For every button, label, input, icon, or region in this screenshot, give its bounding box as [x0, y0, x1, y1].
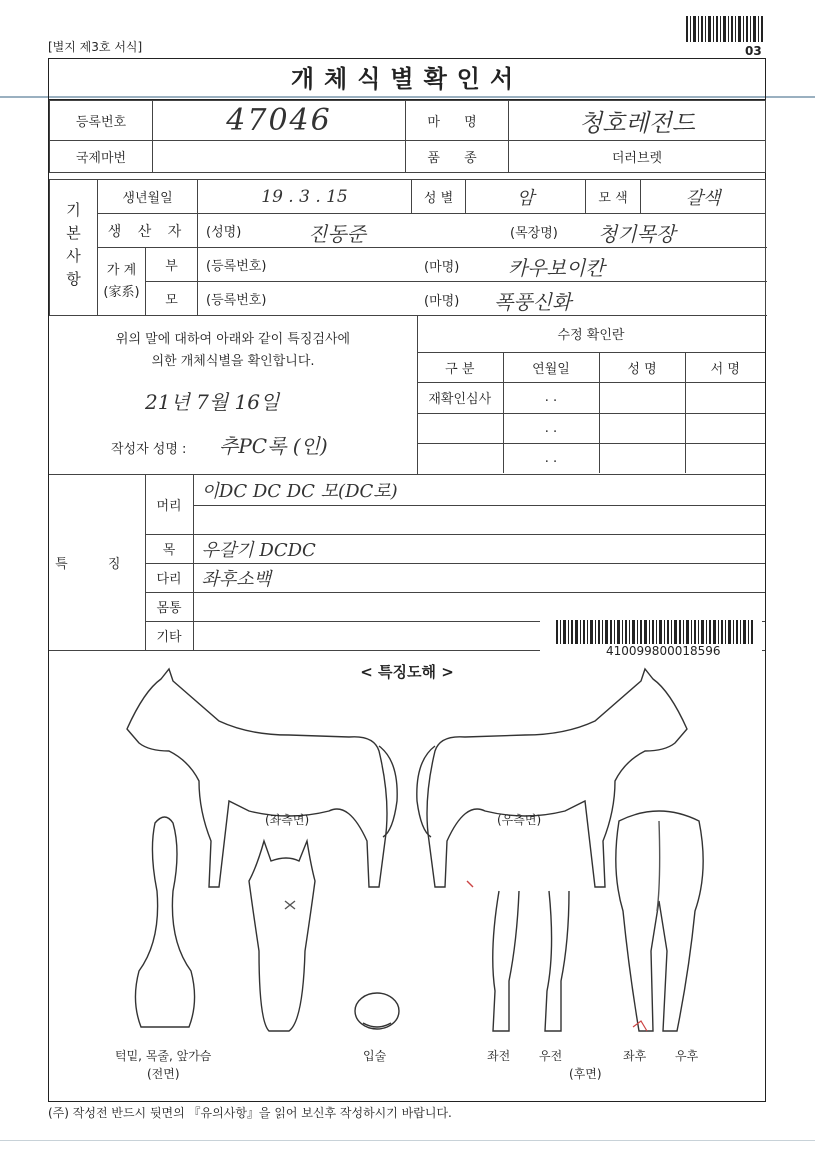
reg-no-value: 47046 [153, 101, 406, 141]
confirmation-date: 21년 7월 16일 [145, 390, 280, 414]
col-name: 성 명 [599, 352, 685, 382]
top-barcode [686, 16, 764, 42]
sire-name-value: 카우보이칸 [508, 256, 605, 280]
row-name [599, 413, 685, 443]
intl-no-label: 국제마번 [50, 141, 153, 173]
neck-value: 우갈기 DCDC [193, 534, 765, 563]
body-label: 몸통 [145, 592, 193, 621]
page-number: 03 [745, 44, 762, 58]
rear-caption: (후면) [569, 1066, 602, 1081]
row-date: . . [503, 443, 599, 473]
barcode-label [540, 614, 762, 660]
right-side-caption: (우측면) [497, 812, 542, 827]
front-legs-drawing [493, 891, 569, 1031]
horse-diagrams [49, 651, 765, 1091]
head-front-drawing [249, 841, 315, 1031]
col-type: 구 분 [417, 352, 503, 382]
statement-line-2: 의한 개체식별을 확인합니다. [151, 354, 315, 369]
features-section-label: 특 징 [49, 475, 145, 650]
horse-name-label: 마 명 [406, 101, 509, 141]
producer-name-value: 진동준 [308, 222, 366, 246]
farm-label: (목장명) [510, 226, 558, 241]
legs-label: 다리 [145, 563, 193, 592]
legs-value: 좌후소백 [193, 563, 765, 592]
pedigree-label-hanja: (家系) [103, 284, 140, 300]
producer-name-label: (성명) [206, 225, 242, 240]
breed-label: 품 종 [406, 141, 509, 173]
head-label: 머리 [145, 475, 193, 534]
sire-reg-no-label: (등록번호) [206, 259, 267, 274]
col-date: 연월일 [503, 352, 599, 382]
farm-value: 청기목장 [598, 222, 676, 246]
left-side-caption: (좌측면) [265, 812, 310, 827]
sex-label: 성 별 [412, 180, 466, 214]
sire-name-label: (마명) [424, 260, 460, 275]
barcode-number: 410099800018596 [606, 644, 721, 658]
pedigree-label: 가 계 [106, 262, 137, 278]
dam-name-value: 폭풍신화 [494, 290, 572, 314]
left-side-horse-drawing [127, 669, 397, 887]
col-sign: 서 명 [685, 352, 765, 382]
rear-right-caption: 우후 [675, 1048, 699, 1063]
row-type: 재확인심사 [417, 382, 503, 413]
front-caption: 턱밑, 목줄, 앞가슴 [115, 1048, 212, 1063]
other-label: 기타 [145, 621, 193, 650]
front-view-drawing [135, 817, 194, 1027]
sex-value: 암 [466, 180, 586, 214]
basic-section-label: 기본사항 [50, 180, 98, 316]
barcode [556, 620, 756, 644]
row-name [599, 382, 685, 413]
row-date: . . [503, 382, 599, 413]
birth-value: 19 . 3 . 15 [198, 180, 412, 214]
statement-line-1: 위의 말에 대하여 아래와 같이 특징검사에 [115, 332, 351, 347]
confirmation-section [49, 316, 765, 475]
rear-view-drawing [616, 811, 703, 1031]
dam-name-label: (마명) [424, 294, 460, 309]
form-reference: [별지 제3호 서식] [48, 40, 143, 54]
head-extra-line [193, 505, 765, 534]
form-title: 개체식별확인서 [49, 59, 765, 100]
muzzle-caption: 입술 [363, 1048, 387, 1063]
writer-label: 작성자 성명 : [111, 442, 187, 457]
front-left-caption: 좌전 [487, 1048, 511, 1063]
sire-label: 부 [146, 248, 198, 282]
rear-left-caption: 좌후 [623, 1048, 647, 1063]
scan-line-bottom [0, 1140, 815, 1141]
correction-title: 수정 확인란 [417, 316, 765, 352]
diagram-title: < 특징도해 > [360, 662, 454, 681]
writer-value: 추PC록 (인) [219, 434, 328, 458]
diagram-area [49, 651, 765, 1091]
reg-no-label: 등록번호 [50, 101, 153, 141]
neck-label: 목 [145, 534, 193, 563]
front-right-caption: 우전 [539, 1048, 563, 1063]
intl-no-value [153, 141, 406, 173]
breed-value: 더러브렛 [509, 141, 766, 173]
row-date: . . [503, 413, 599, 443]
coat-label: 모 색 [586, 180, 641, 214]
row-type [417, 413, 503, 443]
right-side-horse-drawing [417, 669, 687, 887]
muzzle-drawing [355, 993, 399, 1029]
row-sign [685, 443, 765, 473]
birth-label: 생년월일 [98, 180, 198, 214]
row-sign [685, 382, 765, 413]
basic-info-table [49, 179, 766, 316]
row-name [599, 443, 685, 473]
correction-table [417, 316, 765, 473]
footer-note: (주) 작성전 반드시 뒷면의 『유의사항』을 읽어 보신후 작성하시기 바랍니다. [48, 1106, 452, 1120]
row-type [417, 443, 503, 473]
head-value: 이DC DC DC 모(DC로) [193, 475, 765, 505]
registration-table [49, 100, 766, 173]
horse-name-value: 청호레전드 [509, 101, 766, 141]
coat-value: 갈색 [641, 180, 766, 214]
identification-form [48, 58, 766, 1102]
front-caption-sub: (전면) [147, 1066, 180, 1081]
producer-label: 생 산 자 [98, 214, 198, 248]
row-sign [685, 413, 765, 443]
dam-label: 모 [146, 282, 198, 316]
dam-reg-no-label: (등록번호) [206, 293, 267, 308]
